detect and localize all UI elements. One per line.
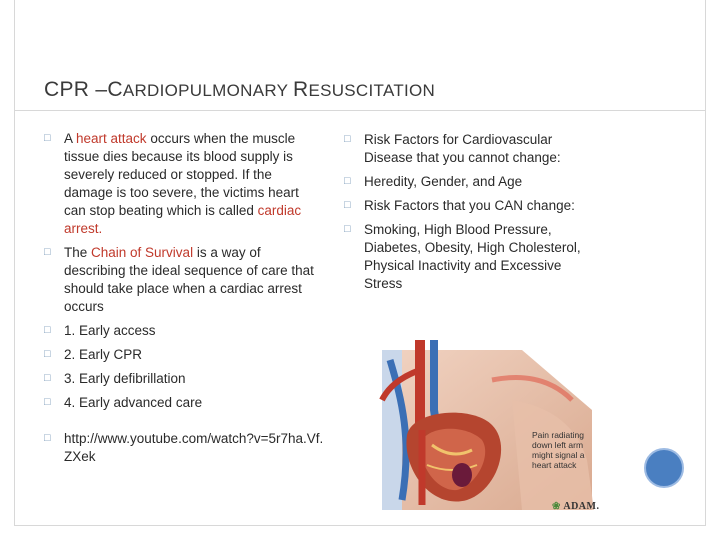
bullet-icon: □ bbox=[44, 324, 51, 336]
bullet-icon: □ bbox=[44, 348, 51, 360]
list-item bbox=[44, 430, 324, 466]
list-item: □ Heredity, Gender, and Age bbox=[344, 174, 523, 189]
list-item: □ A heart attack occurs when the muscle tissue dies because its blood supply is severely reduced or stopped. If the damage is too severe, the victims heart can stop beating which is called cardiac arrest. bbox=[44, 131, 302, 236]
list-item: □ 4. Early advanced care bbox=[44, 395, 203, 410]
cardiac-arrest-text: cardiac arrest. bbox=[64, 203, 302, 236]
bullet-icon: □ bbox=[344, 223, 351, 235]
decorative-circle bbox=[644, 448, 684, 488]
bullet-icon: □ bbox=[344, 199, 351, 211]
list-item: □ Risk Factors for Cardiovascular Disease that you cannot change: bbox=[344, 132, 561, 165]
list-item: □ The Chain of Survival is a way of describing the ideal sequence of care that should take place when a cardiac arrest occurs bbox=[44, 245, 314, 314]
list-item: □ 3. Early defibrillation bbox=[44, 371, 186, 386]
slide-title: CPR –CARDIOPULMONARY RESUSCITATION bbox=[44, 78, 436, 101]
left-column bbox=[44, 130, 324, 472]
title-divider bbox=[14, 110, 706, 111]
list-item: □ Smoking, High Blood Pressure, Diabetes, Obesity, High Cholesterol, Physical Inactivity and Excessive Stress bbox=[344, 222, 581, 291]
heart-illustration bbox=[372, 340, 600, 510]
bullet-icon: □ bbox=[344, 133, 351, 145]
chain-of-survival-link: Chain of Survival bbox=[91, 245, 194, 260]
bullet-icon: □ bbox=[44, 396, 51, 408]
bullet-icon: □ bbox=[44, 372, 51, 384]
bullet-icon: □ bbox=[44, 132, 51, 144]
list-item: □ Risk Factors that you CAN change: bbox=[344, 198, 575, 213]
list-item: □ 2. Early CPR bbox=[44, 347, 143, 362]
heart-attack-link: heart attack bbox=[76, 131, 147, 146]
illustration-caption: Pain radiating down left arm might signal a heart attack bbox=[532, 430, 585, 470]
right-column bbox=[344, 131, 594, 299]
bullet-icon: □ bbox=[44, 432, 51, 444]
list-item: □ 1. Early access bbox=[44, 323, 156, 338]
adam-credit: ❀ ADAM. bbox=[552, 501, 600, 512]
leaf-icon: ❀ bbox=[552, 501, 561, 512]
youtube-link[interactable]: http://www.youtube.com/watch?v=5r7ha.Vf.ZXek bbox=[64, 431, 324, 464]
bullet-icon: □ bbox=[44, 246, 51, 258]
bullet-icon: □ bbox=[344, 175, 351, 187]
